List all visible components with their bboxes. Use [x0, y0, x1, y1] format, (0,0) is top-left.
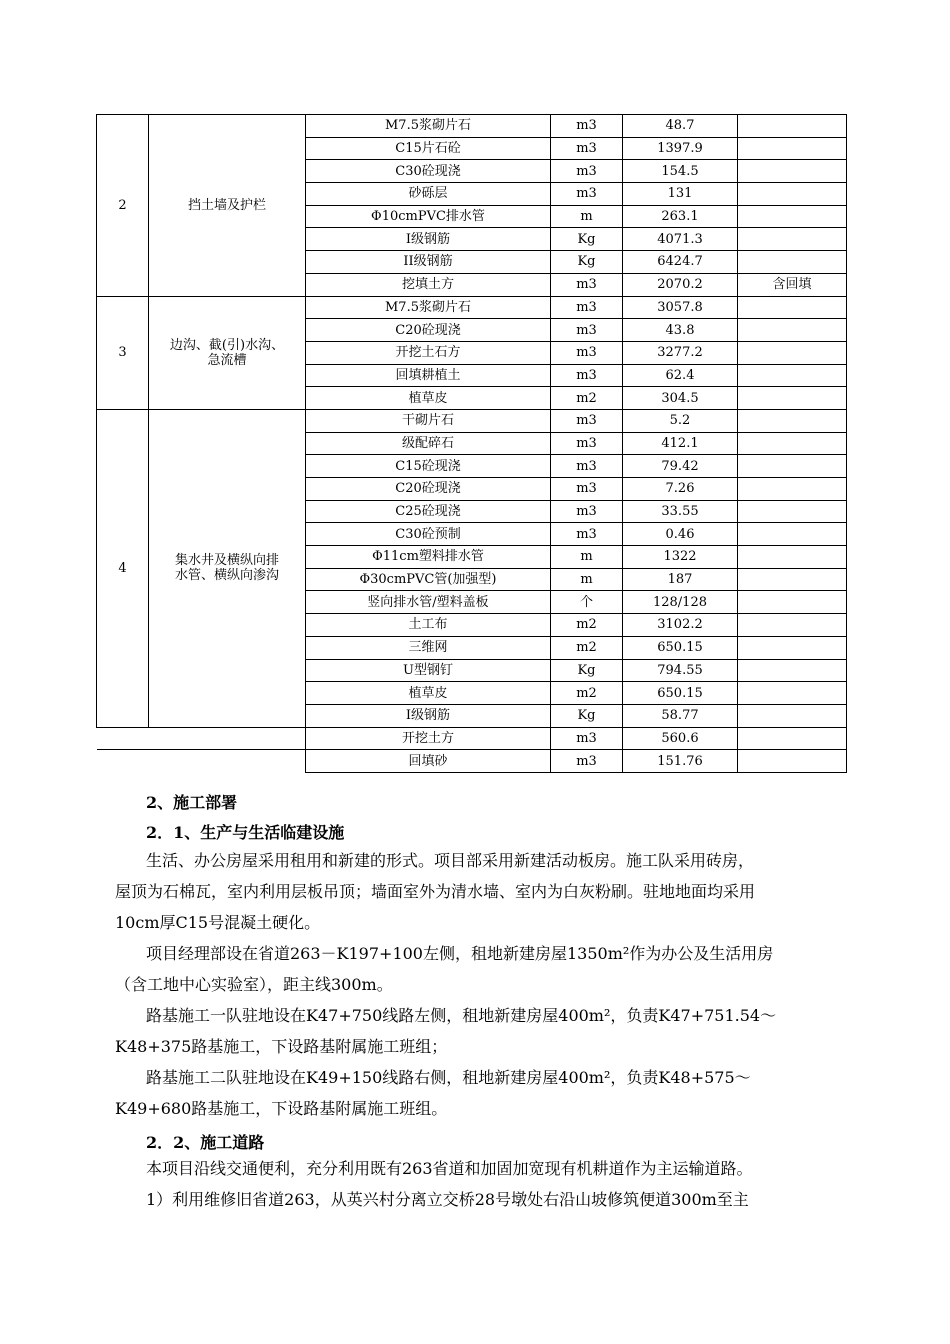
group-name-cell	[149, 409, 306, 727]
group-name-line: 集水井及横纵向排	[174, 553, 279, 569]
group-name-cell	[149, 115, 306, 297]
unit-cell: m2	[551, 682, 623, 705]
unit-cell: m3	[551, 296, 623, 319]
item-cell: I级钢筋	[306, 704, 551, 727]
unit-cell: m	[551, 205, 623, 228]
item-cell: Φ30cmPVC管(加强型)	[306, 568, 551, 591]
note-cell	[738, 659, 847, 682]
note-cell	[738, 341, 847, 364]
paragraph-line: 10cm厚C15号混凝土硬化。	[115, 913, 321, 932]
note-cell	[738, 750, 847, 773]
item-cell: 干砌片石	[306, 409, 551, 432]
group-name-line: 急流槽	[207, 352, 247, 368]
item-cell: II级钢筋	[306, 251, 551, 274]
quantity-cell: 33.55	[623, 500, 738, 523]
paragraph-line: 生活、办公房屋采用租用和新建的形式。项目部采用新建活动板房。施工队采用砖房，	[146, 851, 755, 870]
quantity-cell: 304.5	[623, 387, 738, 410]
note-cell: 含回填	[738, 273, 847, 296]
group-name-cell	[149, 296, 306, 409]
quantity-cell: 650.15	[623, 636, 738, 659]
quantity-cell: 3057.8	[623, 296, 738, 319]
unit-cell: Kg	[551, 659, 623, 682]
item-cell: I级钢筋	[306, 228, 551, 251]
unit-cell: m2	[551, 387, 623, 410]
note-cell	[738, 704, 847, 727]
table-row	[97, 727, 847, 750]
note-cell	[738, 364, 847, 387]
unit-cell: 个	[551, 591, 623, 614]
note-cell	[738, 636, 847, 659]
item-cell: Φ11cm塑料排水管	[306, 546, 551, 569]
unit-cell: m3	[551, 432, 623, 455]
item-cell: 开挖土方	[306, 727, 551, 750]
quantity-cell: 43.8	[623, 319, 738, 342]
table-row	[97, 296, 847, 319]
item-cell: C15片石砼	[306, 137, 551, 160]
item-cell: M7.5浆砌片石	[306, 115, 551, 138]
unit-cell: m3	[551, 500, 623, 523]
paragraph-line: 路基施工二队驻地设在K49+150线路右侧，租地新建房屋400m²，负责K48+575～	[146, 1068, 751, 1087]
item-cell: Φ10cmPVC排水管	[306, 205, 551, 228]
unit-cell: m2	[551, 614, 623, 637]
unit-cell: m3	[551, 409, 623, 432]
unit-cell: m3	[551, 137, 623, 160]
item-cell: C30砼预制	[306, 523, 551, 546]
unit-cell: m3	[551, 478, 623, 501]
quantity-cell: 263.1	[623, 205, 738, 228]
quantity-cell: 131	[623, 183, 738, 206]
unit-cell: m3	[551, 319, 623, 342]
note-cell	[738, 614, 847, 637]
quantity-cell: 1322	[623, 546, 738, 569]
note-cell	[738, 546, 847, 569]
item-cell: 开挖土石方	[306, 341, 551, 364]
item-cell: 植草皮	[306, 682, 551, 705]
unit-cell: m	[551, 568, 623, 591]
quantity-cell: 412.1	[623, 432, 738, 455]
note-cell	[738, 228, 847, 251]
table-row	[97, 115, 847, 138]
unit-cell: m3	[551, 750, 623, 773]
item-cell: 砂砾层	[306, 183, 551, 206]
table-row	[97, 750, 847, 773]
quantity-cell: 6424.7	[623, 251, 738, 274]
note-cell	[738, 115, 847, 138]
item-cell: 回填砂	[306, 750, 551, 773]
note-cell	[738, 523, 847, 546]
unit-cell: Kg	[551, 251, 623, 274]
unit-cell: m3	[551, 273, 623, 296]
note-cell	[738, 500, 847, 523]
item-cell: C20砼现浇	[306, 478, 551, 501]
group-number-cell: 2	[97, 115, 149, 297]
item-cell: C25砼现浇	[306, 500, 551, 523]
group-name-line: 挡土墙及护栏	[187, 197, 266, 213]
note-cell	[738, 591, 847, 614]
unit-cell: m3	[551, 341, 623, 364]
note-cell	[738, 478, 847, 501]
unit-cell: m3	[551, 364, 623, 387]
quantity-cell: 0.46	[623, 523, 738, 546]
item-cell: 土工布	[306, 614, 551, 637]
empty-cell	[149, 727, 306, 750]
quantity-cell: 560.6	[623, 727, 738, 750]
group-number-cell: 4	[97, 409, 149, 727]
quantity-cell: 5.2	[623, 409, 738, 432]
note-cell	[738, 455, 847, 478]
quantity-cell: 4071.3	[623, 228, 738, 251]
quantity-table	[96, 114, 847, 773]
note-cell	[738, 727, 847, 750]
paragraph-line: K48+375路基施工，下设路基附属施工班组；	[115, 1037, 448, 1056]
paragraph-line: K49+680路基施工，下设路基附属施工班组。	[115, 1099, 448, 1118]
item-cell: M7.5浆砌片石	[306, 296, 551, 319]
unit-cell: m3	[551, 183, 623, 206]
quantity-cell: 79.42	[623, 455, 738, 478]
quantity-cell: 794.55	[623, 659, 738, 682]
note-cell	[738, 682, 847, 705]
unit-cell: m2	[551, 636, 623, 659]
note-cell	[738, 409, 847, 432]
quantity-cell: 7.26	[623, 478, 738, 501]
paragraph-line: 项目经理部设在省道263－K197+100左侧，租地新建房屋1350m²作为办公及生活用房	[146, 944, 774, 963]
quantity-cell: 3277.2	[623, 341, 738, 364]
quantity-table-body	[97, 115, 847, 773]
unit-cell: m3	[551, 727, 623, 750]
item-cell: 竖向排水管/塑料盖板	[306, 591, 551, 614]
item-cell: C20砼现浇	[306, 319, 551, 342]
group-name-line: 水管、横纵向渗沟	[174, 568, 279, 584]
quantity-cell: 1397.9	[623, 137, 738, 160]
unit-cell: m3	[551, 160, 623, 183]
item-cell: 植草皮	[306, 387, 551, 410]
quantity-cell: 151.76	[623, 750, 738, 773]
note-cell	[738, 251, 847, 274]
empty-cell	[97, 727, 149, 750]
quantity-cell: 187	[623, 568, 738, 591]
item-cell: 挖填土方	[306, 273, 551, 296]
item-cell: C15砼现浇	[306, 455, 551, 478]
note-cell	[738, 319, 847, 342]
quantity-cell: 3102.2	[623, 614, 738, 637]
section-heading-2: 2、施工部署	[146, 793, 238, 812]
item-cell: C30砼现浇	[306, 160, 551, 183]
empty-cell	[149, 750, 306, 773]
note-cell	[738, 160, 847, 183]
note-cell	[738, 296, 847, 319]
quantity-cell: 2070.2	[623, 273, 738, 296]
unit-cell: m3	[551, 115, 623, 138]
paragraph-line: 路基施工一队驻地设在K47+750线路左侧，租地新建房屋400m²，负责K47+751.54～	[146, 1006, 777, 1025]
unit-cell: Kg	[551, 704, 623, 727]
quantity-cell: 154.5	[623, 160, 738, 183]
quantity-cell: 650.15	[623, 682, 738, 705]
quantity-cell: 58.77	[623, 704, 738, 727]
item-cell: 级配碎石	[306, 432, 551, 455]
note-cell	[738, 205, 847, 228]
note-cell	[738, 568, 847, 591]
note-cell	[738, 137, 847, 160]
item-cell: 三维网	[306, 636, 551, 659]
unit-cell: m	[551, 546, 623, 569]
empty-cell	[97, 750, 149, 773]
quantity-cell: 48.7	[623, 115, 738, 138]
table-row	[97, 409, 847, 432]
section-heading-2-2: 2．2、施工道路	[146, 1133, 265, 1152]
paragraph-line: （含工地中心实验室），距主线300m。	[115, 975, 393, 994]
section-heading-2-1: 2．1、生产与生活临建设施	[146, 823, 345, 842]
unit-cell: m3	[551, 523, 623, 546]
quantity-cell: 128/128	[623, 591, 738, 614]
group-name-line: 边沟、截(引)水沟、	[169, 337, 285, 353]
paragraph-line: 1）利用维修旧省道263，从英兴村分离立交桥28号墩处右沿山坡修筑便道300m至主	[146, 1190, 749, 1209]
paragraph-line: 屋顶为石棉瓦，室内利用层板吊顶；墙面室外为清水墙、室内为白灰粉刷。驻地地面均采用	[115, 882, 756, 901]
item-cell: 回填耕植土	[306, 364, 551, 387]
group-number-cell: 3	[97, 296, 149, 409]
note-cell	[738, 183, 847, 206]
note-cell	[738, 432, 847, 455]
unit-cell: m3	[551, 455, 623, 478]
note-cell	[738, 387, 847, 410]
unit-cell: Kg	[551, 228, 623, 251]
paragraph-line: 本项目沿线交通便利，充分利用既有263省道和加固加宽现有机耕道作为主运输道路。	[146, 1159, 753, 1178]
quantity-cell: 62.4	[623, 364, 738, 387]
item-cell: U型钢钉	[306, 659, 551, 682]
